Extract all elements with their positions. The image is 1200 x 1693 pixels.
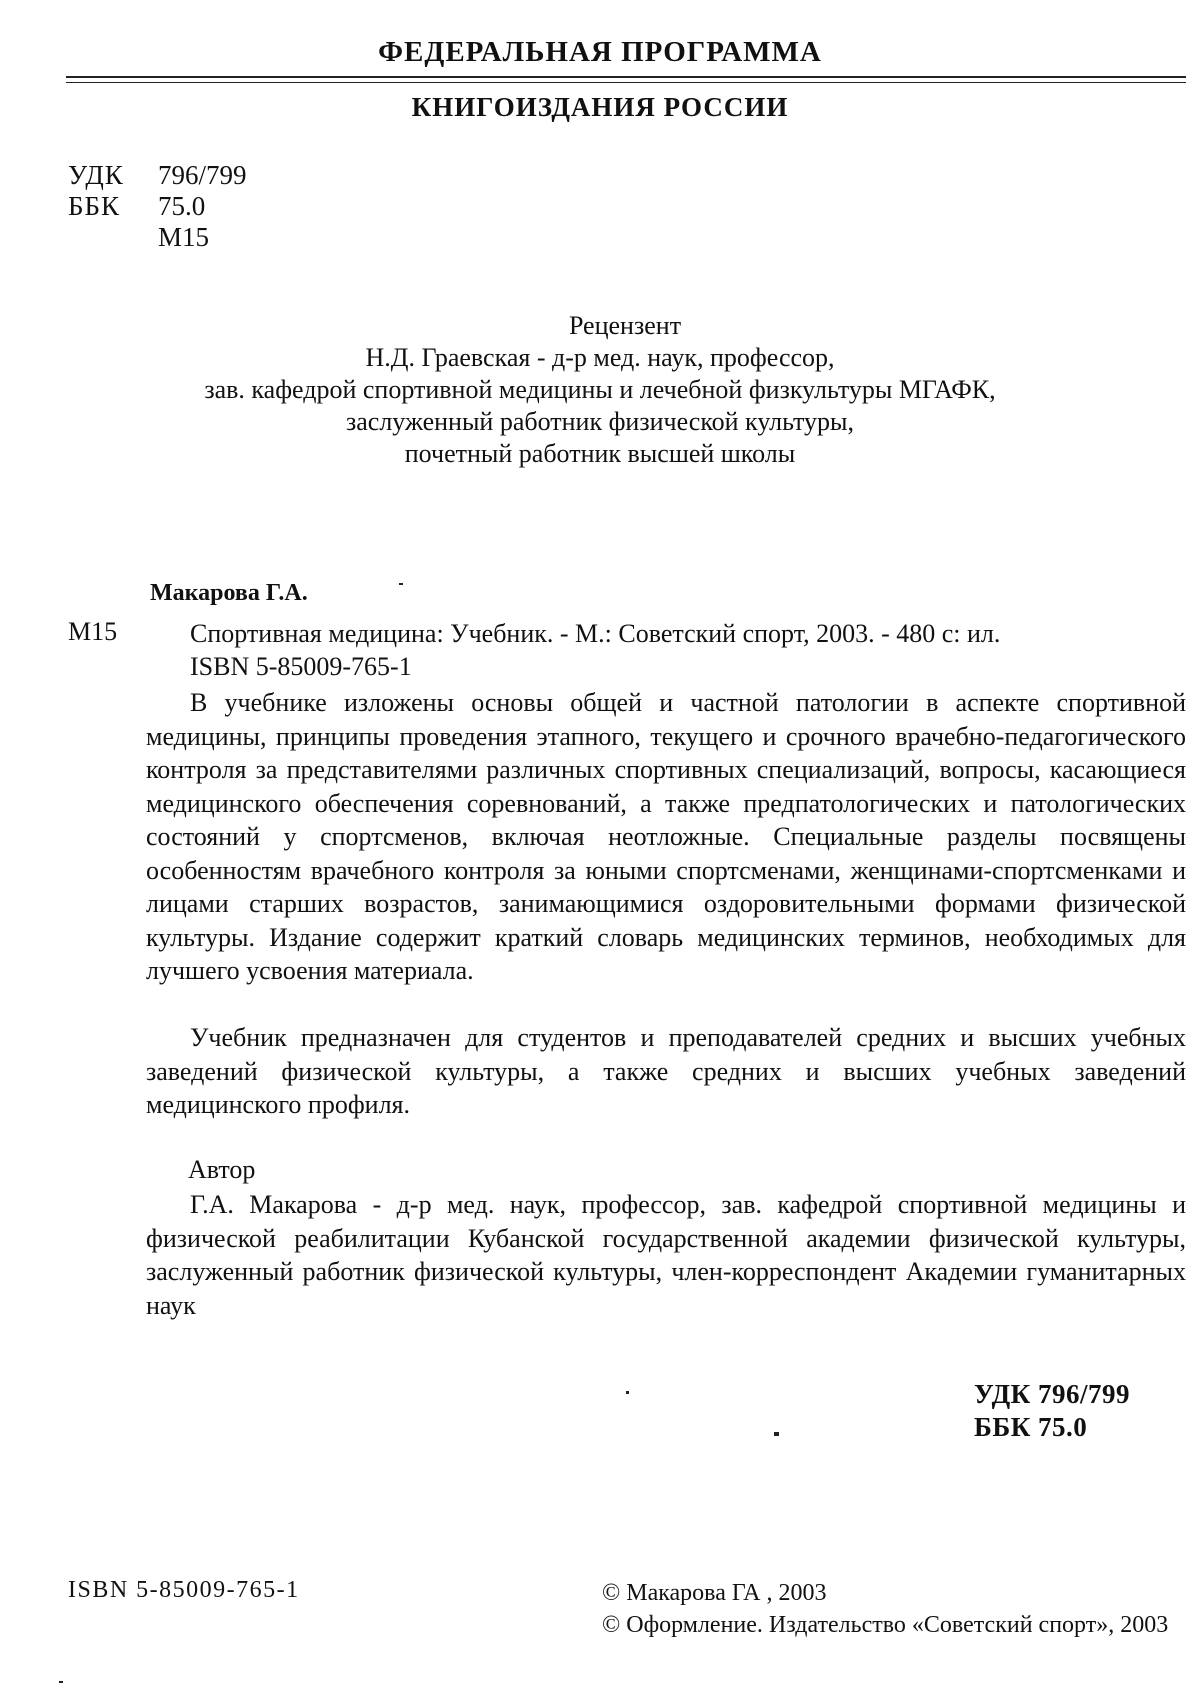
udk-row xyxy=(68,160,247,191)
author-mark: М15 xyxy=(158,222,210,252)
bib-mark: М15 xyxy=(68,617,118,646)
classification-bottom xyxy=(974,1378,1130,1444)
copyright-block xyxy=(602,1577,1172,1641)
reviewer-line: зав. кафедрой спортивной медицины и лечебной физкультуры МГАФК, xyxy=(204,375,996,404)
bbk-value: 75.0 xyxy=(158,191,206,221)
author-description: Г.А. Макарова - д-р мед. наук, профессор, зав. кафедрой спортивной медицины и физической реабилитации Кубанской государственной академии физической культуры, заслуженный работник физической культуры, член-корреспондент Академии гуманитарных наук xyxy=(146,1190,1186,1320)
reviewer-line: Н.Д. Граевская - д-р мед. наук, профессор, xyxy=(365,343,835,372)
program-subtitle: КНИГОИЗДАНИЯ РОССИИ xyxy=(411,92,789,122)
reviewer-line: почетный работник высшей школы xyxy=(404,439,796,468)
bbk-label: ББК xyxy=(68,191,121,221)
reviewer-heading: Рецензент xyxy=(568,311,682,340)
bbk-row xyxy=(68,191,247,222)
copyright-author: © Макарова ГА , 2003 xyxy=(602,1580,827,1606)
speck xyxy=(774,1432,779,1436)
annotation-paragraph-2: Учебник предназначен для студентов и преподавателей средних и высших учебных заведений физической культуры, а также средних и высших учебных заведений медицинского профиля. xyxy=(146,1023,1186,1119)
speck xyxy=(626,1391,629,1394)
bib-entry xyxy=(190,617,1000,683)
bib-isbn-line: ISBN 5-85009-765-1 xyxy=(190,652,412,681)
header-rule-bottom xyxy=(66,82,1186,83)
speck xyxy=(399,583,403,585)
udk-label: УДК xyxy=(68,160,124,190)
annotation-paragraph-1: В учебнике изложены основы общей и частной патологии в аспекте спортивной медицины, принципы проведения этапного, текущего и срочного врачебно-педагогического контроля за представителями различных спортивных специализаций, вопросы, касающиеся медицинского обеспечения соревнований, а также предпатологических и патологических состояний у спортсменов, включая неотложные. Специальные разделы посвящены особенностям врачебного контроля за юными спортсменами, женщинами-спортсменками и лицами старших возрастов, занимающимися оздоровительными формами физической культуры. Издание содержит краткий словарь медицинских терминов, необходимых для лучшего усвоения материала. xyxy=(146,688,1186,985)
reviewer-line: заслуженный работник физической культуры, xyxy=(345,407,855,436)
header-rule-top xyxy=(66,76,1186,78)
classification-top xyxy=(68,160,247,253)
footer-isbn: ISBN 5-85009-765-1 xyxy=(68,1577,300,1603)
speck xyxy=(59,1681,63,1683)
bbk-bottom: ББК 75.0 xyxy=(974,1412,1088,1442)
program-title: ФЕДЕРАЛЬНАЯ ПРОГРАММА xyxy=(378,36,822,68)
copyright-publisher: © Оформление. Издательство «Советский спорт», 2003 xyxy=(602,1612,1169,1638)
bib-author: Макарова Г.А. xyxy=(150,580,308,606)
author-mark-row xyxy=(68,222,247,253)
author-label: Автор xyxy=(188,1155,256,1184)
reviewer-block xyxy=(80,310,1120,470)
bib-title-line: Спортивная медицина: Учебник. - М.: Советский спорт, 2003. - 480 с: ил. xyxy=(190,619,1001,648)
udk-value: 796/799 xyxy=(158,160,247,190)
udk-bottom: УДК 796/799 xyxy=(974,1379,1130,1409)
